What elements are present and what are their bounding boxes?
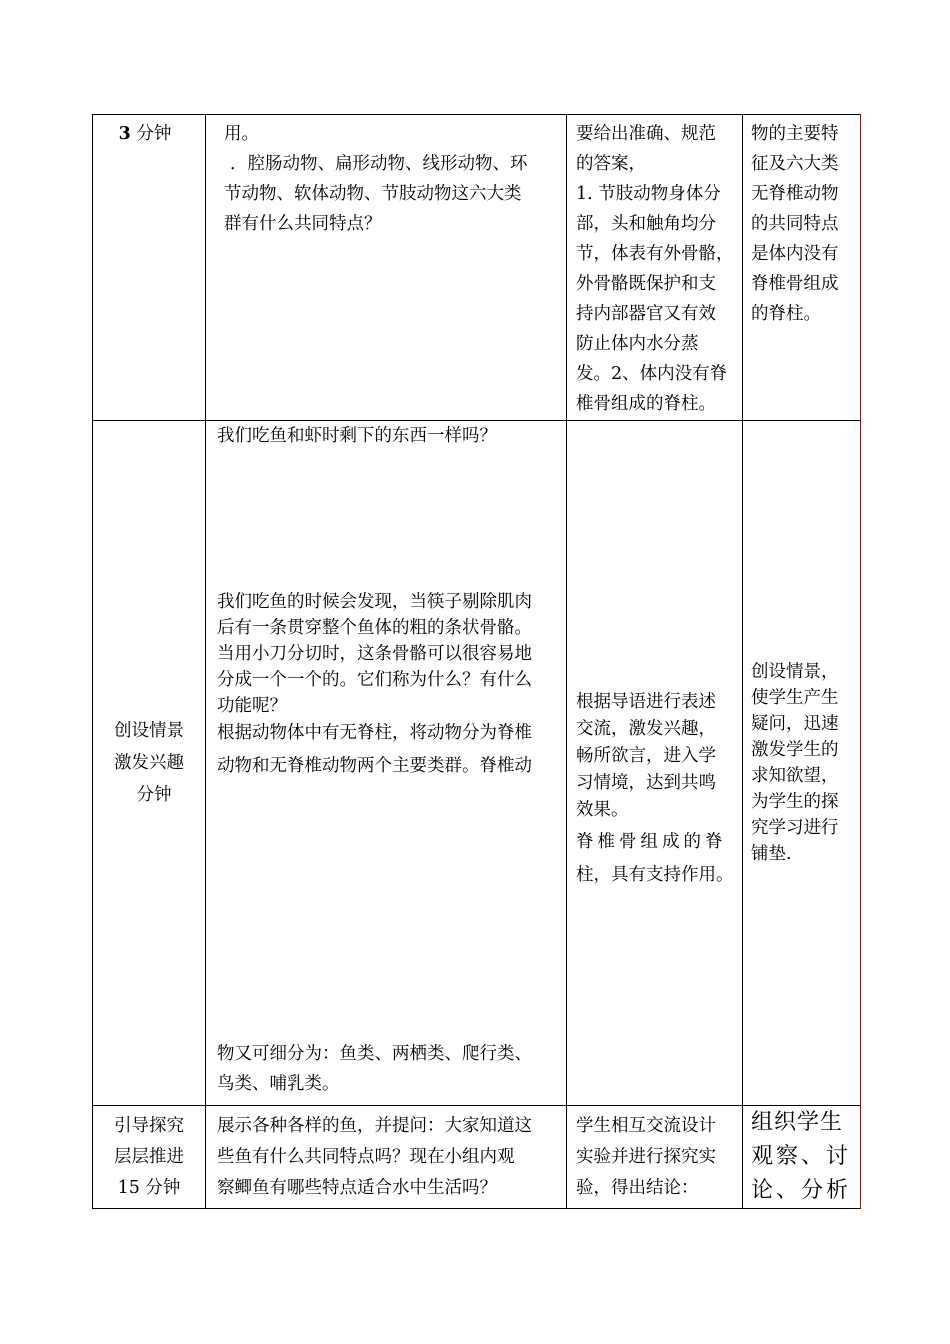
time-unit: 分钟	[130, 124, 172, 144]
student-line: 椎骨组成的脊柱。	[576, 394, 716, 414]
intent-line: 求知欲望，	[751, 766, 839, 786]
stage-line: 创设情景	[114, 721, 184, 741]
lesson-plan-table	[92, 114, 861, 1209]
teacher-activity-cell	[206, 421, 567, 1106]
teacher-line: 节动物、软体动物、节肢动物这六大类	[224, 184, 522, 204]
teacher-line: 分成一个一个的。它们称为什么？有什么	[217, 670, 532, 690]
stage-cell	[93, 421, 206, 1106]
intent-line: 论、分析	[751, 1178, 852, 1203]
intent-line: 物的主要特	[751, 124, 839, 144]
intent-line: 无脊椎动物	[751, 184, 839, 204]
student-line: 部，头和触角均分	[576, 214, 716, 234]
intent-line: 究学习进行	[751, 818, 839, 838]
stage-line: 15 分钟	[117, 1178, 181, 1198]
time-label	[93, 115, 205, 149]
table-row	[93, 1106, 861, 1209]
student-line: 学生相互交流设计	[576, 1116, 716, 1136]
teacher-line: 后有一条贯穿整个鱼体的粗的条状骨骼。	[217, 618, 532, 638]
stage-line: 分钟	[136, 785, 172, 805]
student-line: 验，得出结论：	[576, 1178, 699, 1198]
student-line: 1. 节肢动物身体分	[576, 184, 721, 204]
intent-line: 征及六大类	[751, 154, 839, 174]
student-activity-cell	[567, 1106, 743, 1209]
teacher-line: 物又可细分为：鱼类、两栖类、爬行类、	[217, 1044, 532, 1064]
intent-line: 为学生的探	[751, 792, 839, 812]
design-intent-cell	[743, 115, 861, 421]
stage-cell	[93, 115, 206, 421]
teacher-line: 我们吃鱼的时候会发现，当筷子剔除肌肉	[217, 592, 532, 612]
stage-line: 激发兴趣	[114, 753, 184, 773]
intent-line: 疑问，迅速	[751, 714, 839, 734]
student-line: 根据导语进行表述	[576, 692, 716, 712]
intent-line: 组织学生	[751, 1110, 844, 1135]
teacher-line: 鸟类、哺乳类。	[217, 1074, 340, 1094]
teacher-line: 展示各种各样的鱼，并提问：大家知道这	[217, 1116, 532, 1136]
stage-line: 引导探究	[114, 1116, 184, 1136]
intent-line: 创设情景，	[751, 662, 839, 682]
student-line: 节，体表有外骨骼，	[576, 244, 734, 264]
student-line: 脊椎骨组成的脊	[576, 832, 727, 852]
teacher-line: 根据动物体中有无脊柱，将动物分为脊椎	[217, 723, 532, 743]
student-line: 习情境，达到共鸣	[576, 773, 716, 793]
student-line: 持内部器官又有效	[576, 304, 716, 324]
student-line: 外骨骼既保护和支	[576, 274, 716, 294]
student-line: 实验并进行探究实	[576, 1147, 716, 1167]
teacher-line: ．腔肠动物、扁形动物、线形动物、环	[230, 154, 528, 174]
student-line: 畅所欲言，进入学	[576, 746, 716, 766]
teacher-line: 功能呢？	[217, 696, 287, 716]
student-line: 交流，激发兴趣，	[576, 719, 716, 739]
student-line: 效果。	[576, 800, 629, 820]
intent-line: 铺垫.	[751, 844, 792, 864]
student-line: 柱，具有支持作用。	[576, 865, 734, 885]
intent-line: 观察、讨	[751, 1144, 852, 1169]
teacher-line: 察鲫鱼有哪些特点适合水中生活吗？	[217, 1178, 497, 1198]
intent-line: 激发学生的	[751, 740, 839, 760]
intent-line: 的共同特点	[751, 214, 839, 234]
student-line: 发。2、体内没有脊	[576, 364, 728, 384]
design-intent-cell	[743, 1106, 861, 1209]
teacher-line: 动物和无脊椎动物两个主要类群。脊椎动	[217, 756, 532, 776]
table-row	[93, 115, 861, 421]
student-line: 要给出准确、规范	[576, 124, 716, 144]
stage-line: 层层推进	[114, 1147, 184, 1167]
student-line: 防止体内水分蒸	[576, 334, 699, 354]
intent-line: 使学生产生	[751, 688, 839, 708]
stage-cell	[93, 1106, 206, 1209]
teacher-line: 些鱼有什么共同特点吗？现在小组内观	[217, 1147, 515, 1167]
time-number: 3	[118, 124, 131, 144]
intent-line: 的脊柱。	[751, 304, 821, 324]
student-activity-cell	[567, 115, 743, 421]
student-line: 的答案，	[576, 154, 646, 174]
teacher-question: 我们吃鱼和虾时剩下的东西一样吗？	[217, 426, 497, 446]
table-row	[93, 421, 861, 1106]
teacher-line: 用。	[224, 124, 259, 144]
teacher-activity-cell	[206, 115, 567, 421]
teacher-activity-cell	[206, 1106, 567, 1209]
student-activity-cell	[567, 421, 743, 1106]
teacher-line: 当用小刀分切时，这条骨骼可以很容易地	[217, 644, 532, 664]
design-intent-cell	[743, 421, 861, 1106]
intent-line: 脊椎骨组成	[751, 274, 839, 294]
intent-line: 是体内没有	[751, 244, 839, 264]
teacher-line: 群有什么共同特点？	[224, 214, 382, 234]
